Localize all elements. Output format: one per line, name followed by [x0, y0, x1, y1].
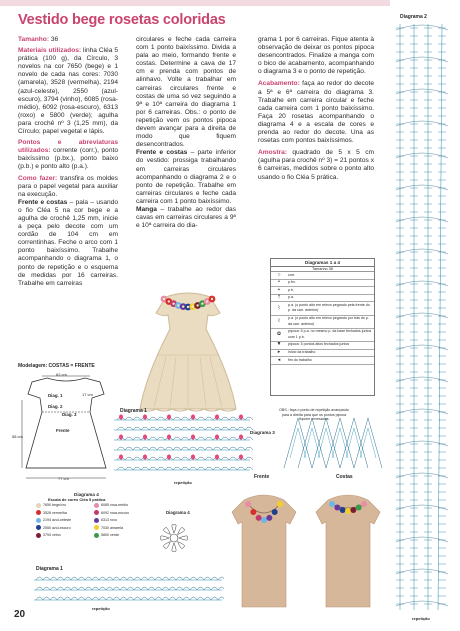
- legend-symbol: ⌇: [271, 302, 287, 315]
- color-swatch: [94, 503, 99, 508]
- rosette: [329, 501, 335, 507]
- col2-frente-label: Frente e costas: [136, 149, 188, 157]
- dress-photo: [118, 285, 258, 415]
- color-swatch: [94, 533, 99, 538]
- color-swatch: [94, 510, 99, 515]
- repeticao-label-2: repetição: [92, 606, 110, 611]
- legend-text: fim do trabalho: [287, 357, 374, 365]
- como-fazer-text: transfira os moldes para o papel vegetal para auxiliar na execução.: [18, 174, 118, 198]
- color-swatch: [36, 533, 41, 538]
- repeticao-label-3: repetição: [412, 616, 430, 621]
- stitch-rows: [114, 414, 253, 470]
- rosette: [334, 505, 340, 511]
- color-entry: [94, 517, 150, 525]
- rosette: [245, 501, 251, 507]
- legend-symbol: ▸: [271, 349, 287, 357]
- legend-text: p.b.: [287, 287, 374, 295]
- diagrama2-title: Diagrama 2: [400, 14, 427, 20]
- legend-text: p.a. (o ponto alto em relevo pegando pela frente do p. da carr. anterior): [287, 302, 374, 315]
- text-column-2: [136, 36, 236, 230]
- legend-symbol: ○: [271, 272, 287, 279]
- diagrama1-bottom-title: Diagrama 1: [36, 566, 63, 572]
- color-code: 2550 azul-escuro: [43, 525, 71, 530]
- color-swatch: [94, 518, 99, 523]
- costas-label: Costas: [336, 474, 353, 480]
- legend-row: [271, 328, 374, 341]
- color-swatch: [36, 525, 41, 530]
- col3-text: grama 1 por 6 carreiras. Fique atenta à observação de deixar os pontos pipoca desencontrados. Finalize a manga com o bico de acabamento, acompanhando o diagrama 3 e o ponto de repetição.: [258, 36, 374, 76]
- color-row: [36, 510, 156, 518]
- frente-costas-label: Frente e costas: [18, 198, 68, 206]
- color-code: 7030 amarela: [101, 525, 123, 530]
- color-entry: [94, 502, 150, 510]
- color-row: [36, 532, 156, 540]
- color-code: 3528 vermelha: [43, 510, 67, 515]
- page-title: Vestido bege rosetas coloridas: [18, 12, 226, 28]
- color-row: [36, 517, 156, 525]
- color-swatch: [94, 525, 99, 530]
- repeticao-label-1: repetição: [174, 480, 192, 485]
- legend-row: [271, 302, 374, 315]
- legend-row: [271, 357, 374, 365]
- page-number: 20: [14, 609, 26, 620]
- amostra-text: quadrado de 5 x 5 cm (agulha para crochê nº 3) = 21 pontos x 6 carreiras, medidos sobre o ponto alto usando o fio Cléa 5 prática.: [258, 149, 374, 181]
- col2-frente-text: – parte inferior do vestido: prossiga trabalhando em carreiras circulares acompanhando o diagrama 2 e o ponto de repetição. Trabalhe em carreiras circulares e feche cada carreira com 1 ponto baixíssimo.: [136, 149, 236, 205]
- modelagem-title: Modelagem: COSTAS = FRENTE: [18, 363, 95, 369]
- legend-title: Diagramas 1 a 4: [271, 259, 374, 267]
- escala-title: Escala de cores Cléa 5 prática: [48, 497, 106, 502]
- legend-text: corr.: [287, 272, 374, 279]
- legend-symbol: ⌇: [271, 315, 287, 328]
- color-code: 7650 bege/cru: [43, 503, 66, 507]
- color-swatch: [36, 518, 41, 523]
- color-swatch: [36, 510, 41, 515]
- col2-text: circulares e feche cada carreira com 1 ponto baixíssimo. Divida a pala ao meio, formando frente e costas. Determine a cava de 17 cm e prenda com pontos de alinhavo. Volte a trabalhar em carreiras circulares frente e costas de uma só vez seguindo a 9ª e 10ª carreira do diagrama 1 por 6 carreiras. Obs.: o ponto de repetição vem os pontos pipoca devem avançar para a direita de modo que fiquem desencontrados.: [136, 36, 236, 149]
- legend-rows: [271, 272, 374, 365]
- legend-row: [271, 349, 374, 357]
- legend-symbol: +: [271, 287, 287, 295]
- legend-text: p.a.: [287, 294, 374, 302]
- color-code: 3794 vinho: [43, 533, 61, 538]
- legend-text: p.a. (o ponto alto em relevo pegando por trás do p. da carr. anterior): [287, 315, 374, 328]
- rosette: [350, 507, 356, 513]
- rosette: [340, 507, 346, 513]
- diag3-label: Diag. 3: [62, 412, 77, 417]
- color-code: 6313 roxo: [101, 518, 117, 523]
- legend-row: [271, 315, 374, 328]
- legend-symbol: †: [271, 294, 287, 302]
- color-entry: [36, 517, 92, 525]
- legend-symbol: ✿: [271, 328, 287, 341]
- diagrama1-chart: [114, 414, 254, 482]
- legend-text: p.bx.: [287, 279, 374, 287]
- rosette: [361, 501, 367, 507]
- acabamento-text: faça ao redor do decote a 5ª e 6ª carreira do diagrama 3. Trabalhe em carreira circular e feche cada carreira com 1 ponto baixíssimo. Faça 20 rosetas acompanhando o diagrama 4 e a escala de cores e prenda ao redor do decote. Una as rosetas com pontos baixíssimos.: [258, 80, 374, 145]
- legend-table: [270, 258, 375, 396]
- color-swatch: [36, 503, 41, 508]
- color-entry: [94, 510, 150, 518]
- legend-text: pipoca: 5 pontos altos fechados juntos: [287, 341, 374, 349]
- rosette: [345, 508, 351, 514]
- measure-58: 58 cm: [12, 434, 23, 439]
- materiais-label: Materiais utilizados:: [18, 47, 82, 55]
- rosette-petals: [160, 524, 187, 551]
- legend-row: [271, 294, 374, 302]
- tamanho-label: Tamanho:: [18, 36, 50, 43]
- diagrama3-scallops: [284, 418, 382, 468]
- color-entry: [36, 525, 92, 533]
- rosette: [356, 505, 362, 511]
- diag1-label: Diag. 1: [48, 393, 63, 398]
- diagrama3-title: Diagrama 3: [250, 430, 275, 435]
- color-row: [36, 502, 156, 510]
- top-bar: [0, 0, 390, 6]
- diagrama4-title: Diagrama 4: [74, 492, 99, 497]
- diagrama4-label: Diagrama 4: [166, 510, 190, 515]
- rosette: [277, 501, 283, 507]
- legend-symbol: ◂: [271, 357, 287, 365]
- color-code: 5800 verde: [101, 533, 119, 538]
- legend-text: pipoca: 5 p.a. no mesmo p. da base fechados juntos com 1 p.b.: [287, 328, 374, 341]
- color-row: [36, 525, 156, 533]
- measure-77: 77 cm: [58, 476, 69, 481]
- legend-text: início da trabalho: [287, 349, 374, 357]
- pontos-label: Pontos e abreviaturas utilizados:: [18, 139, 118, 155]
- diagrama1-title: Diagrama 1: [120, 408, 147, 414]
- rosette: [250, 509, 256, 515]
- tamanho-value: 36: [49, 36, 59, 43]
- diagrama3-chart: [254, 398, 384, 478]
- acabamento-label: Acabamento:: [258, 80, 300, 88]
- color-entry: [36, 502, 92, 510]
- diagrama2-stitches: [396, 24, 448, 610]
- measure-62: 62 cm: [56, 372, 67, 377]
- color-code: 2194 azul-celeste: [43, 518, 72, 523]
- costas-dress: [316, 495, 380, 607]
- legend-row: [271, 279, 374, 287]
- frente-label: Frente: [254, 474, 270, 480]
- bottom-stitch-rows: [34, 577, 224, 600]
- legend-symbol: •: [271, 279, 287, 287]
- rosette: [261, 517, 267, 523]
- amostra-label: Amostra:: [258, 149, 287, 157]
- text-column-3: [258, 36, 374, 182]
- como-fazer-label: Como fazer:: [18, 174, 58, 182]
- diagrama2-chart: [392, 20, 454, 620]
- color-scale: [36, 502, 156, 540]
- obs-note: OBS.: faça o ponto de repetição avançando para a direita para que os pontos pipoca fiquem envesados: [279, 408, 349, 422]
- dress-diagrams: [226, 482, 386, 612]
- manga-label: Manga: [136, 205, 157, 213]
- legend-subtitle: Tamanho 36: [271, 267, 374, 272]
- diag2-label: Diag. 2: [48, 404, 63, 409]
- color-entry: [94, 525, 150, 533]
- color-entry: [36, 532, 92, 540]
- rosette: [266, 515, 272, 521]
- color-entry: [94, 532, 150, 540]
- pontos-text: corrente (corr.), ponto baixíssimo (p.bx.), ponto baixo (p.b.) e ponto alto (p.a.).: [18, 147, 118, 171]
- frente-schematic-label: Frente: [56, 428, 70, 433]
- legend-row: [271, 341, 374, 349]
- legend-row: [271, 287, 374, 295]
- manga-text: – trabalhe ao redor das cavas em carreiras circulares a 9ª e 10ª carreira do dia-: [136, 205, 236, 230]
- color-code: 6092 rosa-escuro: [101, 510, 129, 515]
- diagrama1-bottom-chart: [34, 572, 224, 606]
- measure-17: 17 cm: [82, 392, 93, 397]
- materiais-text: linha Cléa 5 prática (100 g), da Círculo, 3 novelos na cor 7650 (bege) e 1 novelo de cada nas cores: 7030 (amarela), 3528 (vermelha), 2194 (azul-celeste), 2550 (azul-escuro), 3794 (vinho), 6085 (rosa-médio), 6092 (rosa-escuro), 6313 (roxo) e 5800 (verde); agulha para crochê nº 3 (1,25 mm), da Círculo; papel vegetal e lápis.: [18, 47, 118, 136]
- rosette: [272, 509, 278, 515]
- legend-symbol: ▼: [271, 341, 287, 349]
- frente-dress: [232, 495, 296, 607]
- legend-row: [271, 272, 374, 279]
- color-code: 6085 rosa-médio: [101, 503, 128, 507]
- color-entry: [36, 510, 92, 518]
- rosette: [256, 515, 262, 521]
- rosette-diagram: [152, 516, 196, 560]
- text-column-1: [18, 36, 118, 288]
- frente-costas-text: – pala – usando o fio Cléa 5 na cor bege e a agulha de crochê 1,25 mm, inicie a peça pelo decote com um cordão de 104 cm em correntinhas. Feche o arco com 1 ponto baixíssimo. Trabalhe acompanhando o diagrama 1, o ponto de repetição e o esquema de medidas por 16 carreiras. Trabalhe em carreiras: [18, 198, 118, 287]
